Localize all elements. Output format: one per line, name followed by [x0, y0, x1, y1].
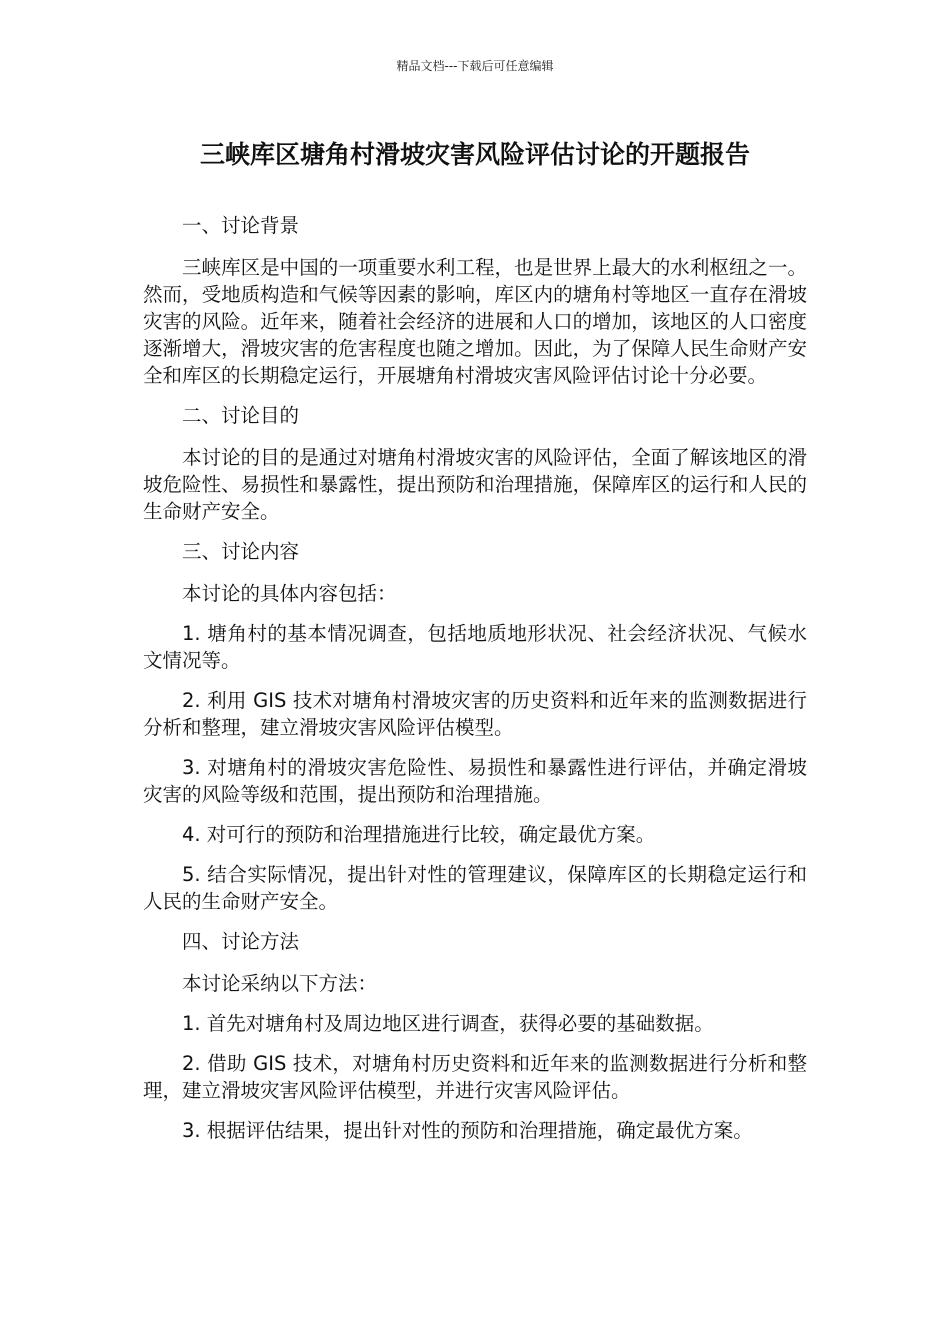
- paragraph: 本讨论的具体内容包括：: [182, 582, 397, 605]
- list-item: 2. 利用 GIS 技术对塘角村滑坡灾害的历史资料和近年来的监测数据进行分析和整理，建立滑坡灾害风险评估模型。: [143, 689, 807, 739]
- list-item: 3. 对塘角村的滑坡灾害危险性、易损性和暴露性进行评估，并确定滑坡灾害的风险等级和范围，提出预防和治理措施。: [143, 756, 807, 806]
- paragraph: 本讨论的目的是通过对塘角村滑坡灾害的风险评估，全面了解该地区的滑坡危险性、易损性和暴露性，提出预防和治理措施，保障库区的运行和人民的生命财产安全。: [143, 446, 807, 523]
- list-item: 2. 借助 GIS 技术，对塘角村历史资料和近年来的监测数据进行分析和整理，建立滑坡灾害风险评估模型，并进行灾害风险评估。: [143, 1052, 807, 1102]
- page-header-watermark: 精品文档---下载后可任意编辑: [396, 59, 554, 73]
- list-item: 5. 结合实际情况，提出针对性的管理建议，保障库区的长期稳定运行和人民的生命财产安全。: [143, 863, 807, 913]
- document-title: 三峡库区塘角村滑坡灾害风险评估讨论的开题报告: [199, 140, 750, 169]
- list-item: 1. 首先对塘角村及周边地区进行调查，获得必要的基础数据。: [182, 1012, 714, 1035]
- list-item: 1. 塘角村的基本情况调查，包括地质地形状况、社会经济状况、气候水文情况等。: [143, 622, 807, 672]
- list-item: 4. 对可行的预防和治理措施进行比较，确定最优方案。: [182, 823, 656, 846]
- section-heading-background: 一、讨论背景: [182, 214, 300, 237]
- section-heading-content: 三、讨论内容: [182, 540, 300, 563]
- list-item: 3. 根据评估结果，提出针对性的预防和治理措施，确定最优方案。: [182, 1119, 753, 1142]
- section-heading-method: 四、讨论方法: [182, 930, 300, 953]
- section-heading-purpose: 二、讨论目的: [182, 404, 300, 427]
- document-body: [143, 212, 807, 1157]
- paragraph: 本讨论采纳以下方法：: [182, 972, 378, 995]
- paragraph: 三峡库区是中国的一项重要水利工程，也是世界上最大的水利枢纽之一。然而，受地质构造和气候等因素的影响，库区内的塘角村等地区一直存在滑坡灾害的风险。近年来，随着社会经济的进展和人口的增加，该地区的人口密度逐渐增大，滑坡灾害的危害程度也随之增加。因此，为了保障人民生命财产安全和库区的长期稳定运行，开展塘角村滑坡灾害风险评估讨论十分必要。: [143, 256, 807, 387]
